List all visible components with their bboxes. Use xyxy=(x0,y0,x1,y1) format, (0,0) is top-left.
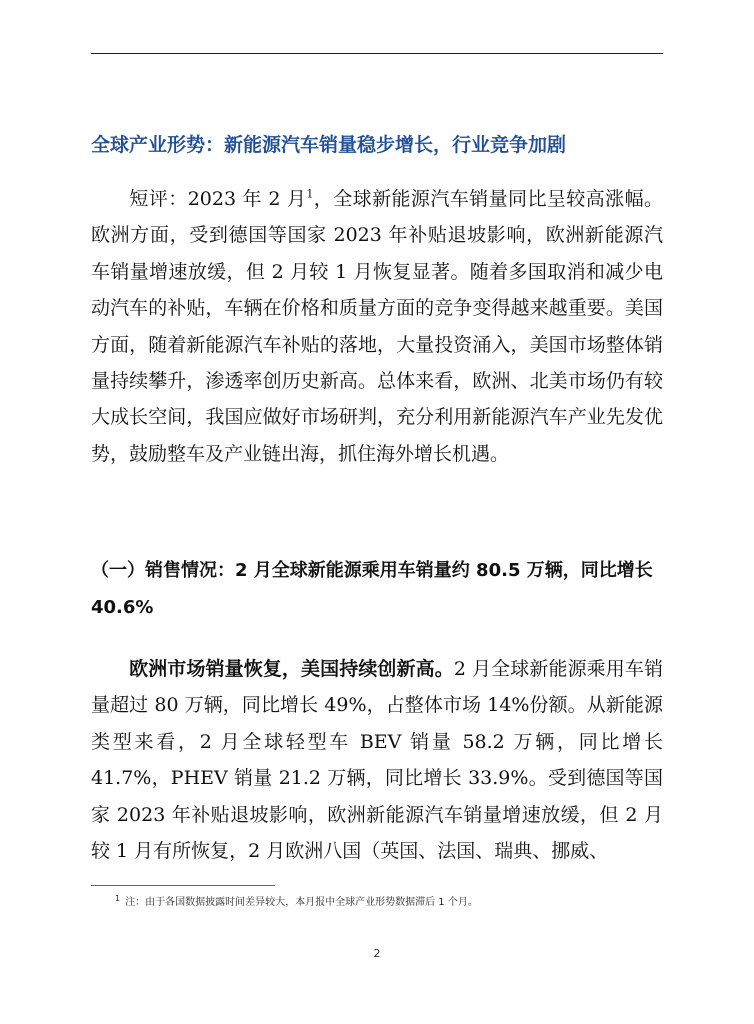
footnote-text: 注：由于各国数据披露时间差异较大，本月报中全球产业形势数据滞后 1 个月。 xyxy=(125,897,478,908)
commentary-text: ，全球新能源汽车销量同比呈较高涨幅。欧洲方面，受到德国等国家 2023 年补贴退坡影响，欧洲新能源汽车销量增速放缓，但 2 月较 1 月恢复显著。随着多国取消和减少电动汽车的补贴，车辆在价格和质量方面的竞争变得越来越重要。美国方面，随着新能源汽车补贴的落地，大量投资涌入，美国市场整体销量持续攀升，渗透率创历史新高。总体来看，欧洲、北美市场仍有较大成长空间，我国应做好市场研判，充分利用新能源汽车产业先发优势，鼓励整车及产业链出海，抓住海外增长机遇。 xyxy=(91,188,663,465)
header-rule xyxy=(91,53,663,54)
footnote-rule xyxy=(91,885,275,886)
footnote-mark: 1 xyxy=(115,893,121,903)
sales-text: 2 月全球新能源乘用车销量超过 80 万辆，同比增长 49%，占整体市场 14%份额。从新能源类型来看，2 月全球轻型车 BEV 销量 58.2 万辆，同比增长 41.7%，PHEV 销量 21.2 万辆，同比增长 33.9%。受到德国等国家 2023 年补贴退坡影响，欧洲新能源汽车销量增速放缓，但 2 月较 1 月有所恢复，2 月欧洲八国（英国、法国、瑞典、挪威、 xyxy=(91,658,663,863)
sales-paragraph xyxy=(91,651,663,869)
commentary-paragraph xyxy=(91,181,663,472)
sales-subheading: （一）销售情况：2 月全球新能源乘用车销量约 80.5 万辆，同比增长 40.6% xyxy=(91,560,653,618)
commentary-lead: 短评：2023 年 2 月 xyxy=(129,188,307,210)
page-number: 2 xyxy=(373,947,381,960)
section-title: 全球产业形势：新能源汽车销量稳步增长，行业竞争加剧 xyxy=(91,134,567,156)
footnote xyxy=(115,893,655,908)
sales-bold-lead: 欧洲市场销量恢复，美国持续创新高。 xyxy=(129,658,454,680)
footnote-reference[interactable]: 1 xyxy=(306,187,314,201)
